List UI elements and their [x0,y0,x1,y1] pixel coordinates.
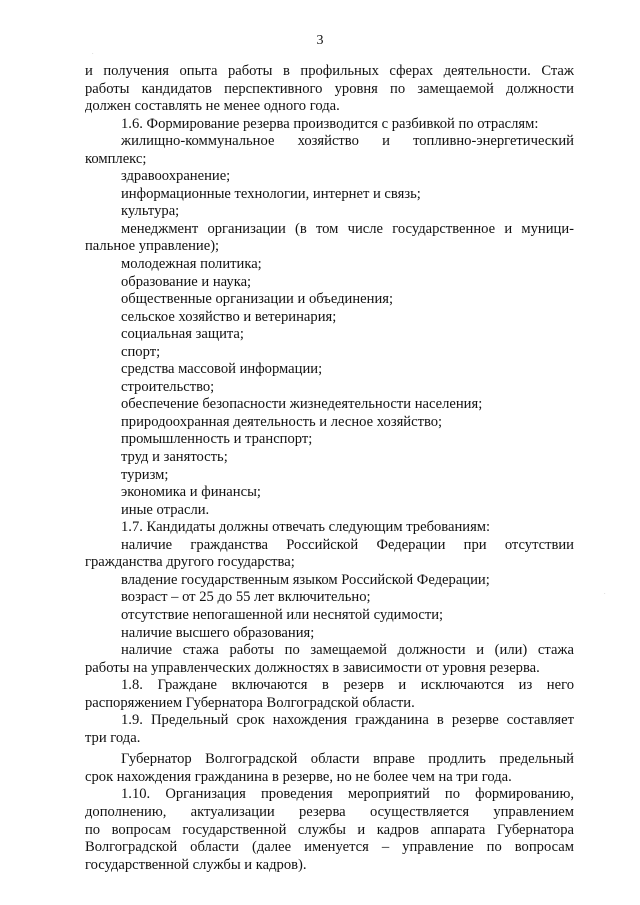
text-line: дополнению, актуализации резерва осуществляется управлением [85,803,574,820]
text-line: 1.6. Формирование резерва производится с разбивкой по отраслям: [121,115,539,132]
text-line: иные отрасли. [121,501,210,518]
text-line: общественные организации и объединения; [121,291,394,308]
text-line: комплекс; [85,150,147,167]
text-line: социальная защита; [121,326,244,343]
text-line: экономика и финансы; [121,484,261,501]
text-line: должен составлять не менее одного года. [85,98,340,115]
text-line: здравоохранение; [121,168,231,185]
text-line: возраст – от 25 до 55 лет включительно; [121,589,371,606]
text-line: и получения опыта работы в профильных сферах деятельности. Стаж [85,63,574,79]
text-line: наличие гражданства Российской Федерации при отсутствии [121,536,574,553]
text-line: 1.7. Кандидаты должны отвечать следующим требованиям: [121,519,491,536]
text-line: владение государственным языком Российской Федерации; [121,571,490,588]
text-line: культура; [121,203,180,220]
text-line: гражданства другого государства; [85,554,295,571]
text-line: туризм; [121,466,169,483]
text-line: отсутствие непогашенной или неснятой судимости; [121,606,444,623]
text-line: распоряжением Губернатора Волгоградской области. [85,694,415,711]
page-number: 3 [316,33,324,48]
text-line: жилищно-коммунальное хозяйство и топливно-энергетический [121,133,574,150]
scan-speck: · [92,52,94,57]
text-line: спорт; [121,343,161,360]
document-body [85,63,574,874]
text-line: обеспечение безопасности жизнедеятельности населения; [121,396,483,413]
text-line: работы кандидатов перспективного уровня по замещаемой должности [85,80,574,97]
text-line: образование и наука; [121,273,252,290]
text-line: 1.9. Предельный срок нахождения гражданина в резерве составляет [121,712,574,729]
text-line: сельское хозяйство и ветеринария; [121,308,337,325]
text-line: промышленность и транспорт; [121,431,313,448]
text-line: строительство; [121,378,215,395]
text-line: три года. [85,729,141,746]
text-line: наличие высшего образования; [121,624,315,641]
text-line: работы на управленческих должностях в зависимости от уровня резерва. [85,659,540,676]
scan-speck: · [604,592,606,597]
text-line: срок нахождения гражданина в резерве, но не более чем на три года. [85,768,512,785]
text-line: природоохранная деятельность и лесное хозяйство; [121,413,443,430]
text-line: наличие стажа работы по замещаемой должности и (или) стажа [121,642,574,659]
text-line: труд и занятость; [121,449,228,466]
text-line: менеджмент организации (в том числе государственное и муници- [121,220,574,237]
text-line: Губернатор Волгоградской области вправе продлить предельный [121,751,574,768]
text-line: средства массовой информации; [121,361,323,378]
text-line: молодежная политика; [121,256,262,273]
text-line: государственной службы и кадров). [85,856,307,873]
text-line: 1.10. Организация проведения мероприятий по формированию, [121,786,574,803]
text-line: 1.8. Граждане включаются в резерв и исключаются из него [121,677,574,694]
text-line: пальное управление); [85,238,220,255]
text-line: по вопросам государственной службы и кадров аппарата Губернатора [85,821,574,838]
text-line: Волгоградской области (далее именуется – управление по вопросам [85,839,574,856]
text-line: информационные технологии, интернет и связь; [121,185,421,202]
